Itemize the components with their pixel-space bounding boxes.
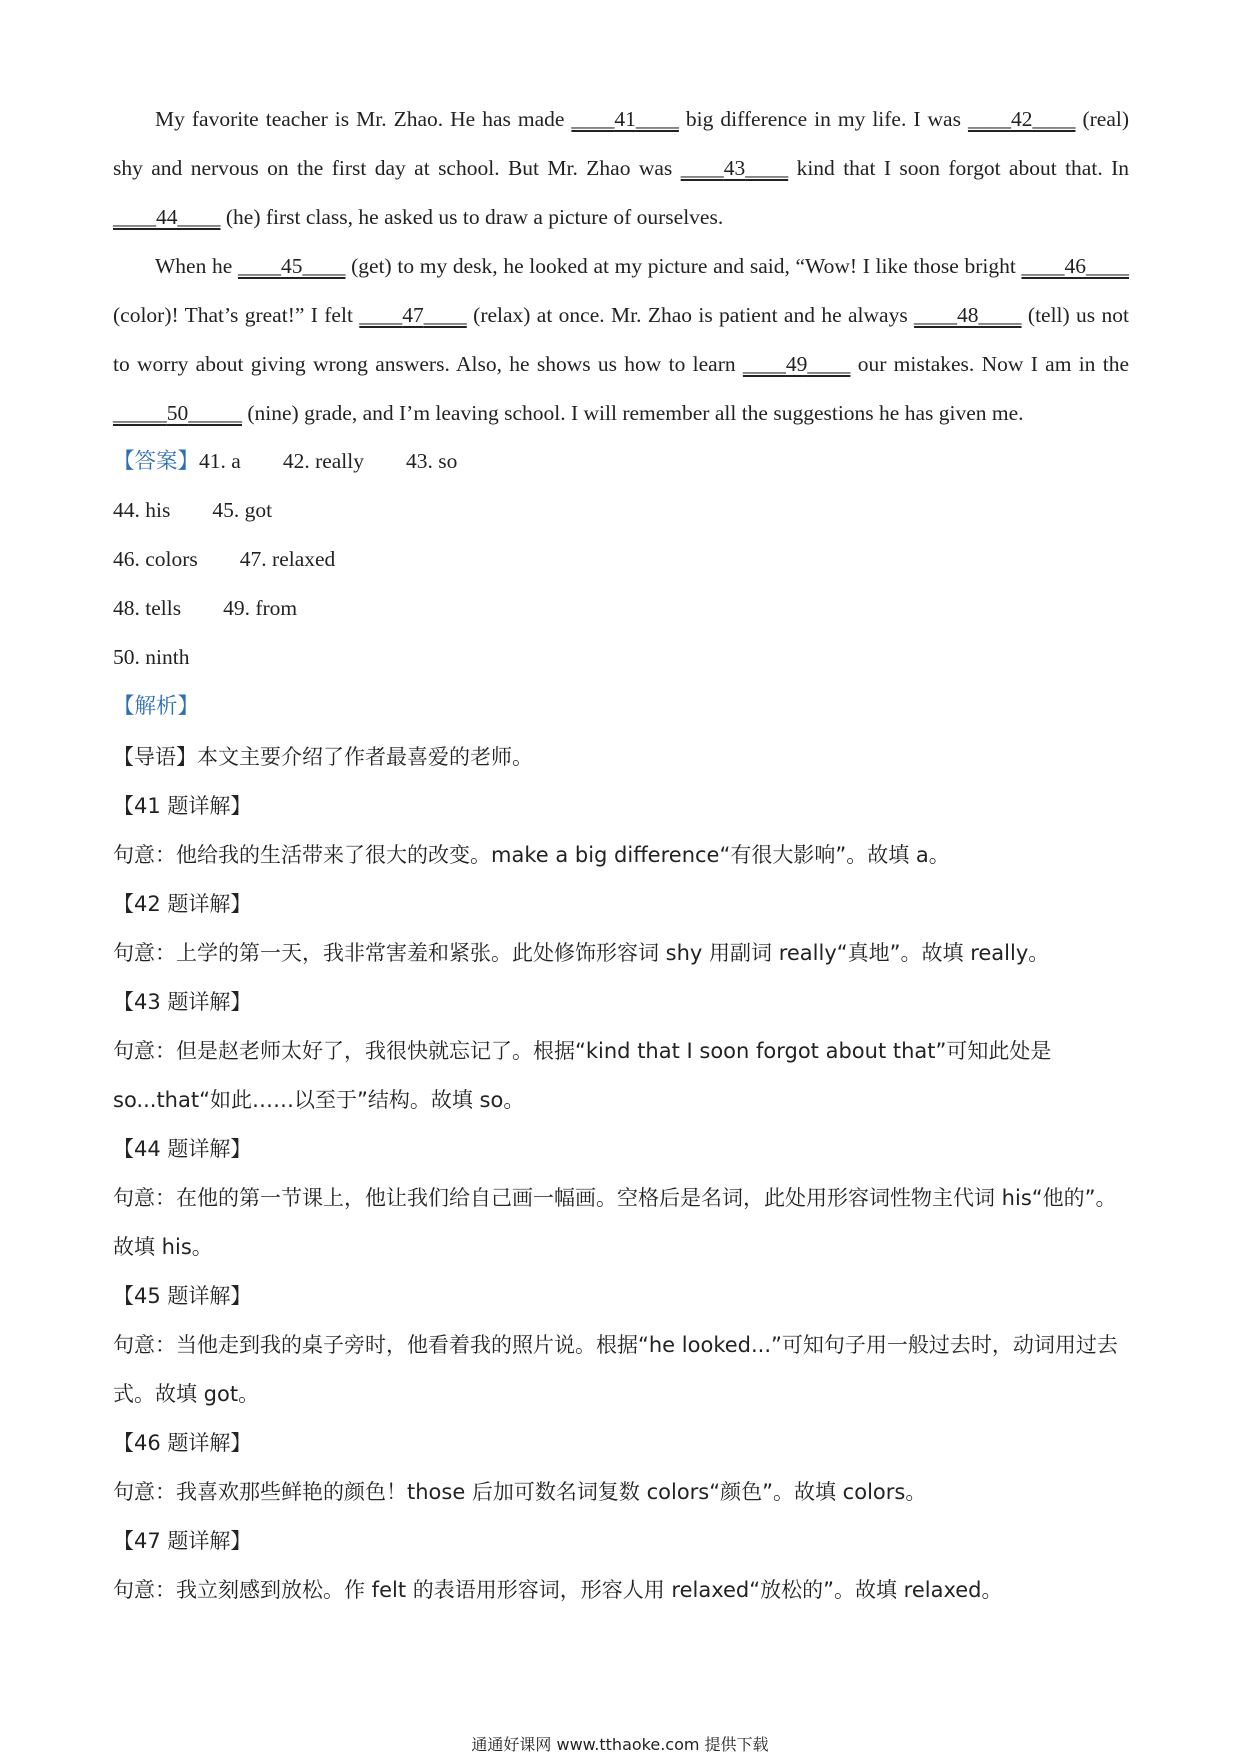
q43-body: 句意：但是赵老师太好了，我很快就忘记了。根据“kind that I soon forgot about that”可知此处是 so...that“如此……以至于”结构。故填 so。 [113, 1039, 1052, 1112]
passage-text: (get) to my desk, he looked at my picture and said, “Wow! I like those bright [345, 254, 1022, 278]
blank-48: ____48____ [914, 303, 1022, 327]
passage-text: (relax) at once. Mr. Zhao is patient and he always [466, 303, 915, 327]
blank-50: _____50_____ [113, 401, 242, 425]
q46-body: 句意：我喜欢那些鲜艳的颜色！those 后加可数名词复数 colors“颜色”。故填 colors。 [113, 1480, 927, 1504]
answers-row-4 [113, 593, 297, 623]
q45-heading: 【45 题详解】 [113, 1284, 252, 1308]
passage-text: (nine) grade, and I’m leaving school. I will remember all the suggestions he has given me. [242, 401, 1024, 425]
answer-50: 50. ninth [113, 645, 190, 669]
q44-heading: 【44 题详解】 [113, 1137, 252, 1161]
answer-41: 41. a [199, 449, 241, 473]
blank-47: ____47____ [359, 303, 467, 327]
page-footer: 通通好课网 www.tthaoke.com 提供下载 [471, 1735, 769, 1754]
q41-heading: 【41 题详解】 [113, 794, 252, 818]
blank-41: ____41____ [571, 107, 679, 131]
passage-text: My favorite teacher is Mr. Zhao. He has made [155, 107, 572, 131]
analysis-intro: 【导语】本文主要介绍了作者最喜爱的老师。 [113, 745, 533, 769]
passage-paragraph-1 [113, 95, 1129, 242]
passage-text: (tell) us not to worry about giving wrong answers. Also, he shows us how to learn [113, 303, 1129, 376]
answer-46: 46. colors [113, 547, 198, 571]
passage-text: When he [155, 254, 238, 278]
passage-text: (real) shy and nervous on the first day at school. But Mr. Zhao was [113, 107, 1129, 180]
q45-body: 句意：当他走到我的桌子旁时，他看着我的照片说。根据“he looked...”可知句子用一般过去时，动词用过去式。故填 got。 [113, 1333, 1118, 1406]
q47-body: 句意：我立刻感到放松。作 felt 的表语用形容词，形容人用 relaxed“放松的”。故填 relaxed。 [113, 1578, 1003, 1602]
q47-heading: 【47 题详解】 [113, 1529, 252, 1553]
answers-row-2 [113, 495, 272, 525]
blank-43: ____43____ [680, 156, 789, 180]
q42-heading: 【42 题详解】 [113, 892, 252, 916]
answers-row-5 [113, 642, 189, 672]
answer-44: 44. his [113, 498, 171, 522]
passage-text: (he) first class, he asked us to draw a picture of ourselves. [220, 205, 724, 229]
answers-row-3 [113, 544, 335, 574]
q46-heading: 【46 题详解】 [113, 1431, 252, 1455]
q44-body: 句意：在他的第一节课上，他让我们给自己画一幅画。空格后是名词，此处用形容词性物主代词 his“他的”。故填 his。 [113, 1186, 1117, 1259]
passage-text: kind that I soon forgot about that. In [788, 156, 1130, 180]
blank-42: ____42____ [967, 107, 1076, 131]
q43-heading: 【43 题详解】 [113, 990, 252, 1014]
answers-row-1 [113, 446, 457, 476]
blank-45: ____45____ [237, 254, 346, 278]
answer-49: 49. from [223, 596, 298, 620]
blank-49: ____49____ [742, 352, 851, 376]
blank-46: ____46____ [1021, 254, 1129, 278]
q41-body: 句意：他给我的生活带来了很大的改变。make a big difference“有很大影响”。故填 a。 [113, 843, 950, 867]
answer-42: 42. really [282, 449, 365, 473]
passage-text: our mistakes. Now I am in the [850, 352, 1129, 376]
answer-47: 47. relaxed [239, 547, 336, 571]
passage-text: (color)! That’s great!” I felt [113, 303, 360, 327]
analysis-heading: 【解析】 [113, 694, 200, 718]
passage-text: big difference in my life. I was [678, 107, 968, 131]
answer-48: 48. tells [113, 596, 182, 620]
blank-44: ____44____ [113, 205, 221, 229]
passage-paragraph-2 [113, 242, 1129, 438]
q42-body: 句意：上学的第一天，我非常害羞和紧张。此处修饰形容词 shy 用副词 really“真地”。故填 really。 [113, 941, 1050, 965]
answer-45: 45. got [212, 498, 273, 522]
answer-43: 43. so [406, 449, 458, 473]
answer-tag: 【答案】 [113, 449, 200, 473]
